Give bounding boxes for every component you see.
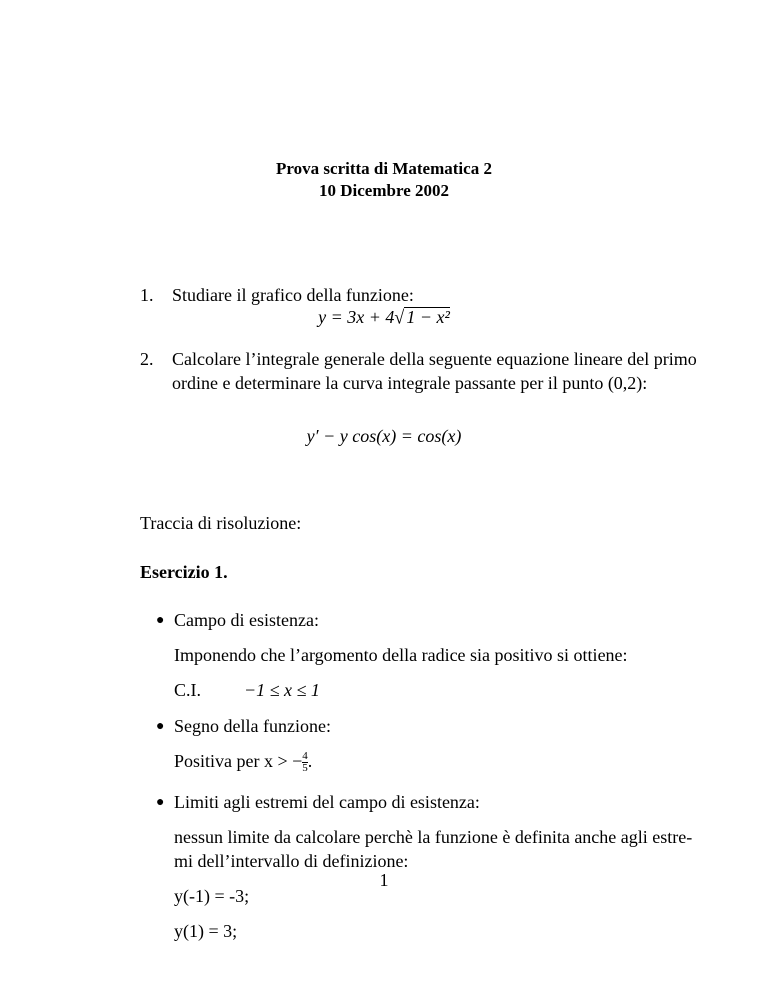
segno-text: Positiva per x > − — [174, 751, 303, 771]
frac-den: 5 — [302, 762, 308, 775]
bullet-line: Imponendo che l’argomento della radice sia positivo si ottiene: — [174, 645, 628, 665]
page-number: 1 — [379, 870, 389, 890]
exercise-number: 1. — [140, 285, 154, 305]
bullet-line-1: nessun limite da calcolare perchè la funzione è definita anche agli estre- — [174, 827, 693, 847]
frac-num: 4 — [302, 750, 308, 763]
bullet-icon: ● — [156, 613, 165, 628]
title-line-2: 10 Dicembre 2002 — [319, 181, 449, 200]
title-line-1: Prova scritta di Matematica 2 — [276, 159, 492, 178]
bullet-line-2: mi dell’intervallo di definizione: — [174, 851, 409, 871]
ci-label: C.I. — [174, 680, 201, 700]
ci-line — [174, 679, 320, 702]
bullet-icon: ● — [156, 795, 165, 810]
exercise-text-line-1: Calcolare l’integrale generale della seguente equazione lineare del primo — [172, 349, 697, 369]
formula-2: y′ − y cos(x) = cos(x) — [306, 426, 462, 446]
bullet-heading: Limiti agli estremi del campo di esistenza: — [174, 792, 480, 812]
trace-label: Traccia di risoluzione: — [140, 513, 302, 533]
exercise-text-line-2: ordine e determinare la curva integrale passante per il punto (0,2): — [172, 373, 648, 393]
formula-radicand: 1 − x² — [406, 307, 450, 327]
segno-line — [174, 750, 312, 774]
bullet-icon: ● — [156, 719, 165, 734]
formula-lhs: y = 3x + 4 — [318, 307, 395, 327]
exercise-text: Studiare il grafico della funzione: — [172, 285, 414, 305]
ci-value: −1 ≤ x ≤ 1 — [244, 680, 320, 700]
sqrt-sign: √ — [394, 306, 405, 328]
exercise-number: 2. — [140, 349, 154, 369]
segno-end: . — [307, 751, 313, 771]
value-line-2: y(1) = 3; — [174, 921, 238, 941]
value-line-1: y(-1) = -3; — [174, 886, 250, 906]
bullet-heading: Campo di esistenza: — [174, 610, 319, 630]
document-title — [0, 158, 768, 202]
bullet-heading: Segno della funzione: — [174, 716, 331, 736]
exercise-heading: Esercizio 1. — [140, 562, 228, 582]
formula-1 — [0, 306, 768, 329]
